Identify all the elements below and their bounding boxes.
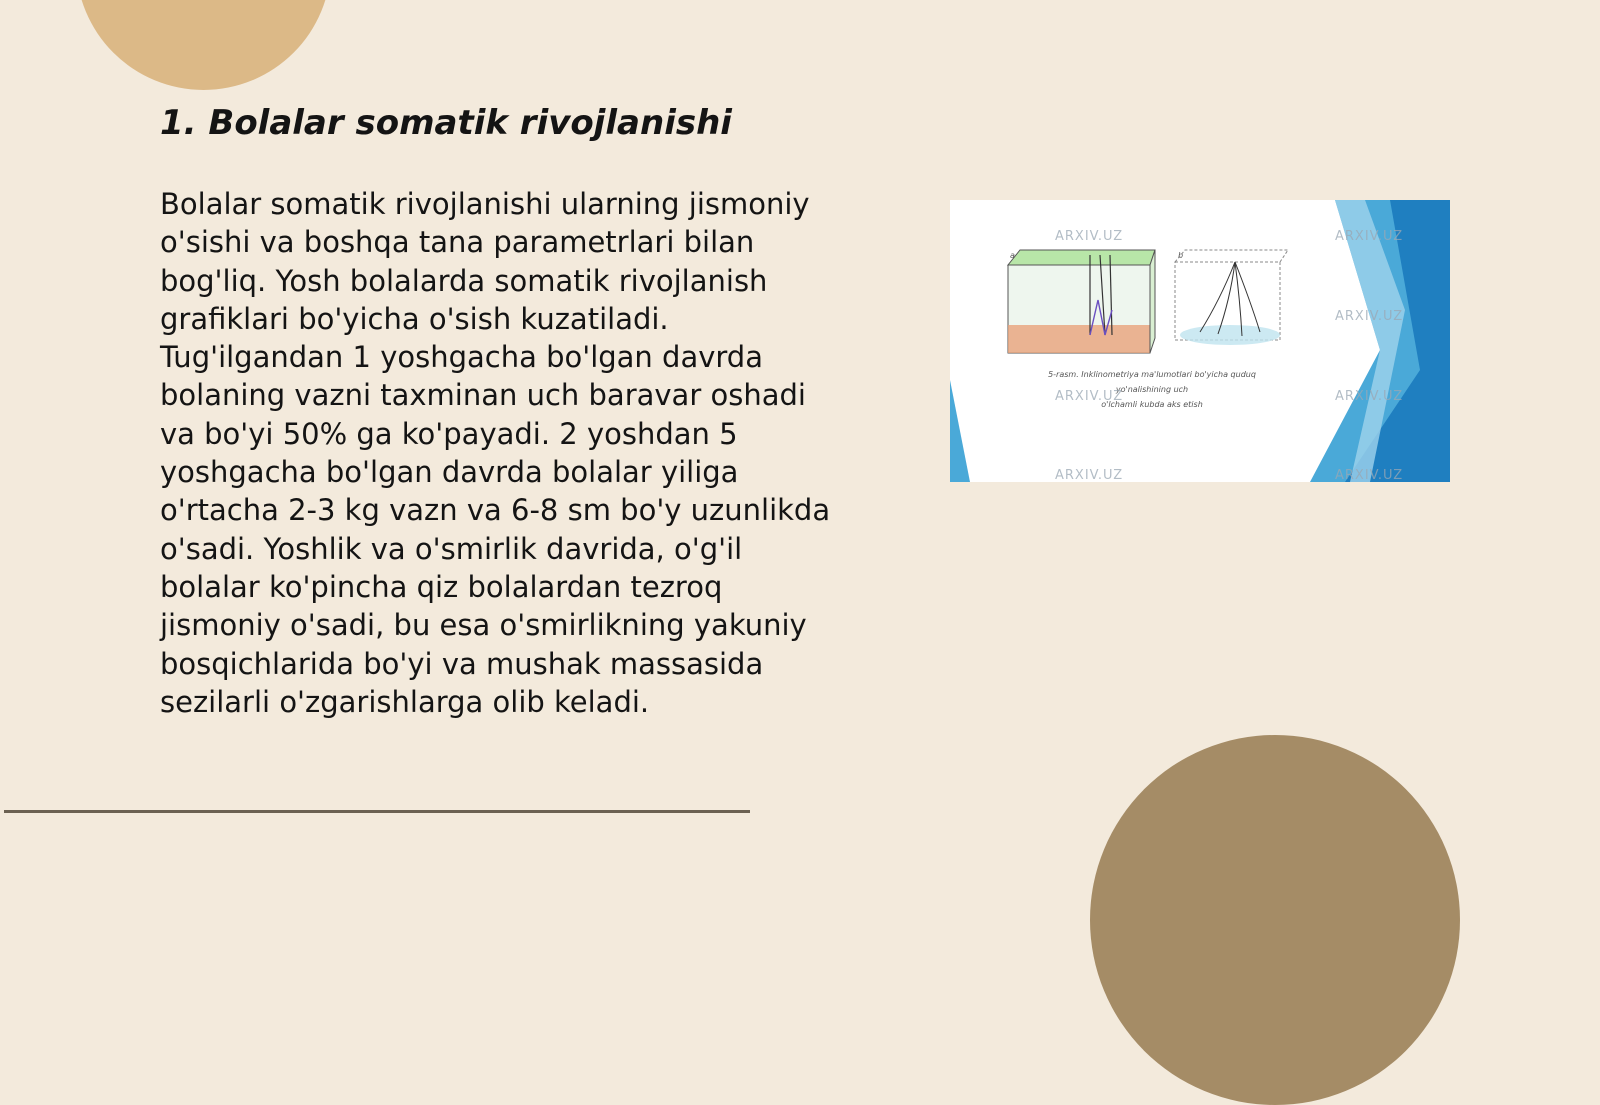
slide-title: 1. Bolalar somatik rivojlanishi xyxy=(160,103,732,143)
watermark-2: ARXIV.UZ xyxy=(1335,229,1404,244)
figure-caption-line-1: 5-rasm. Inklinometriya ma'lumotlari bo'yicha quduq xyxy=(1048,370,1256,379)
inclinometry-figure-image xyxy=(950,200,1450,482)
watermark-1: ARXIV.UZ xyxy=(1055,229,1124,244)
decorative-circle-bottom xyxy=(1090,735,1460,1105)
figure-label-a: a xyxy=(1010,251,1015,260)
figure-label-b: b xyxy=(1178,251,1184,260)
cube-b xyxy=(1175,250,1288,345)
watermark-5: ARXIV.UZ xyxy=(1335,389,1404,404)
figure-caption-line-3: o'lchamli kubda aks etish xyxy=(1101,400,1203,409)
decorative-circle-top xyxy=(76,0,331,90)
figure-caption-line-2: yo'nalishining uch xyxy=(1115,385,1189,394)
watermark-6: ARXIV.UZ xyxy=(1055,468,1124,482)
cube-a xyxy=(1008,250,1155,353)
blue-shape-left xyxy=(950,380,970,482)
figure-svg xyxy=(950,200,1450,482)
slide-paragraph: Bolalar somatik rivojlanishi ularning jismoniy o'sishi va boshqa tana parametrlari bilan bog'liq. Yosh bolalarda somatik rivojlanish grafiklari bo'yicha o'sish kuzatiladi. Tug'ilgandan 1 yoshgacha bo'lgan davrda bolaning vazni taxminan uch baravar oshadi va bo'yi 50% ga ko'payadi. 2 yoshdan 5 yoshgacha bo'lgan davrda bolalar yiliga o'rtacha 2-3 kg vazn va 6-8 sm bo'y uzunlikda o'sadi. Yoshlik va o'smirlik davrida, o'g'il bolalar ko'pincha qiz bolalardan tezroq jismoniy o'sadi, bu esa o'smirlikning yakuniy bosqichlarida bo'yi va mushak massasida sezilarli o'zgarishlarga olib keladi. xyxy=(160,187,831,719)
watermark-7: ARXIV.UZ xyxy=(1335,468,1404,482)
divider-line xyxy=(4,810,750,813)
watermark-4: ARXIV.UZ xyxy=(1055,389,1124,404)
watermark-3: ARXIV.UZ xyxy=(1335,309,1404,324)
